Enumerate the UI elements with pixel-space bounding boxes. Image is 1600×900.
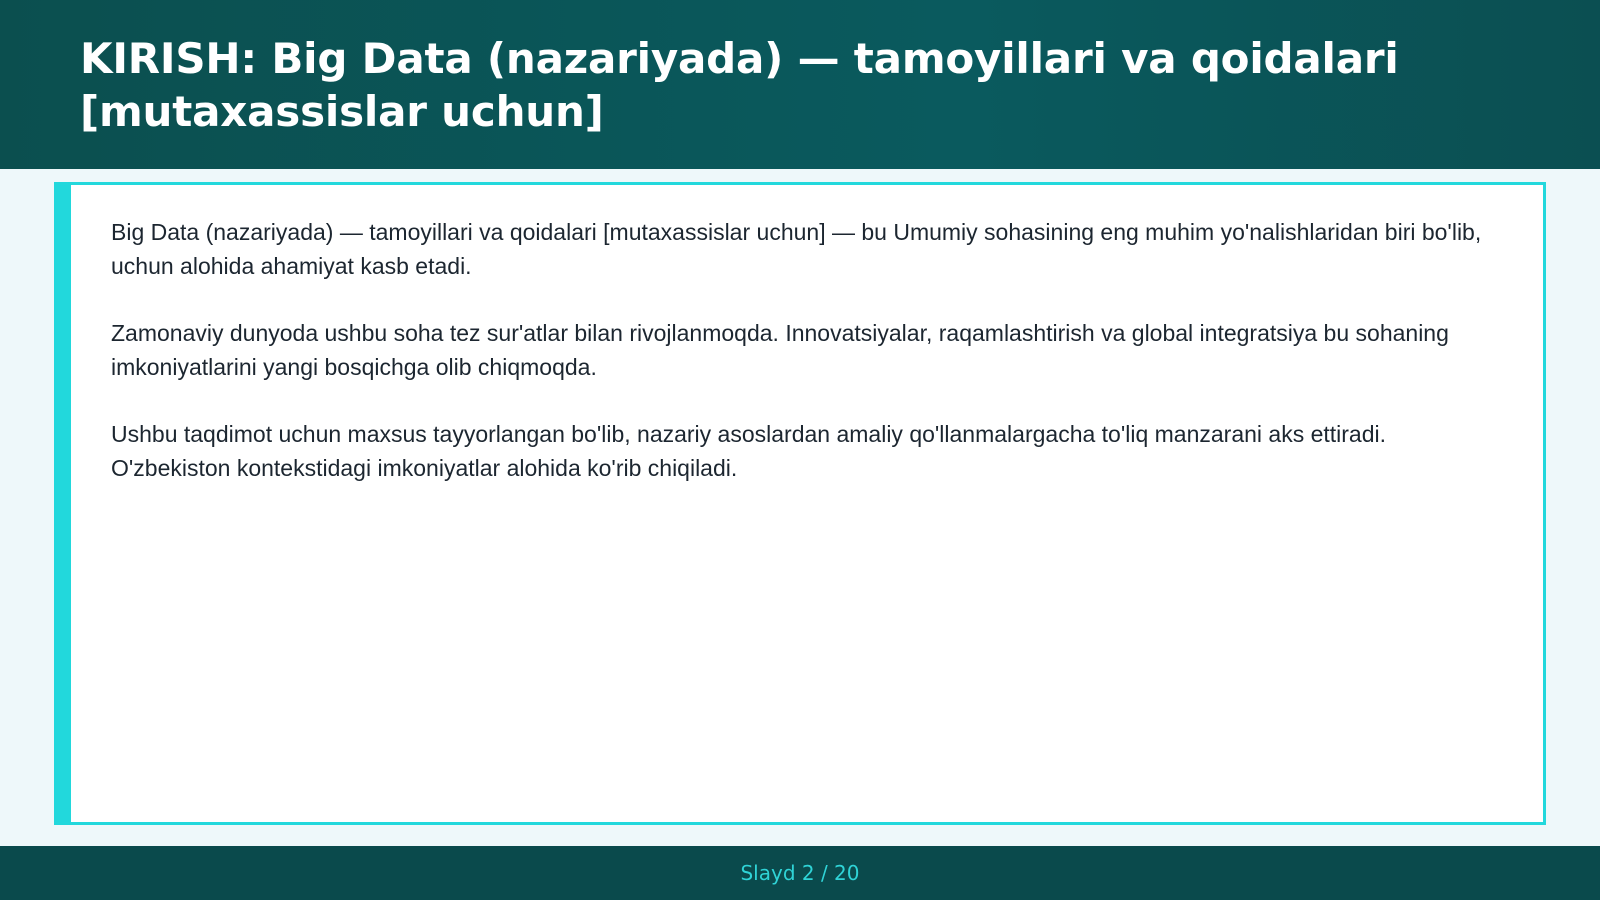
paragraph-intro: Big Data (nazariyada) — tamoyillari va qoidalari [mutaxassislar uchun] — bu Umumiy sohasining eng muhim yo'nalishlaridan biri bo'lib, uchun alohida ahamiyat kasb etadi. (111, 219, 1482, 279)
slide-footer (0, 846, 1600, 900)
content-card (54, 182, 1546, 825)
paragraph-modern-world: Zamonaviy dunyoda ushbu soha tez sur'atlar bilan rivojlanmoqda. Innovatsiyalar, raqamlashtirish va global integratsiya bu sohaning imkoniyatlarini yangi bosqichga olib chiqmoqda. (111, 320, 1449, 380)
slide-header (0, 0, 1600, 169)
slide-counter: Slayd 2 / 20 (740, 861, 860, 885)
slide-title: KIRISH: Big Data (nazariyada) — tamoyillari va qoidalari [mutaxassislar uchun] (80, 34, 1399, 136)
paragraph-presentation-scope: Ushbu taqdimot uchun maxsus tayyorlangan bo'lib, nazariy asoslardan amaliy qo'llanmalargacha to'liq manzarani aks ettiradi. O'zbekiston kontekstidagi imkoniyatlar alohida ko'rib chiqiladi. (111, 421, 1387, 481)
